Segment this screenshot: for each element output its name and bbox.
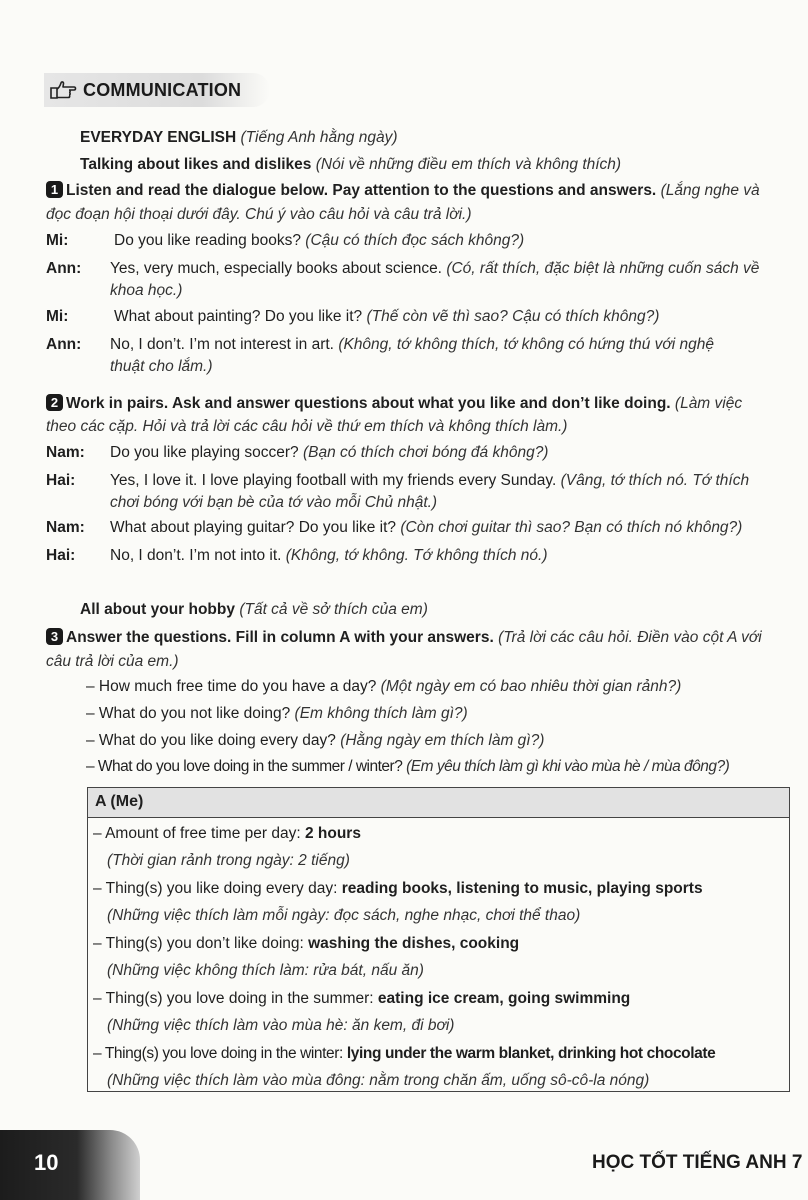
exercise-number-badge: 1 bbox=[46, 181, 63, 198]
everyday-heading: EVERYDAY ENGLISH (Tiếng Anh hằng ngày) bbox=[80, 129, 398, 146]
answer-table bbox=[87, 787, 790, 1092]
hobby-heading: All about your hobby (Tất cả về sở thích của em) bbox=[80, 601, 428, 618]
everyday-subheading: Talking about likes and dislikes (Nói về những điều em thích và không thích) bbox=[80, 156, 622, 173]
exercise-3-instruction-cont: câu trả lời của em.) bbox=[46, 653, 179, 670]
speaker-label: Hai: bbox=[46, 547, 76, 564]
dialogue-line: No, I don’t. I’m not interest in art. (Không, tớ không thích, tớ không có hứng thú với nghệ bbox=[110, 336, 715, 353]
exercise-3-instruction: 3 Answer the questions. Fill in column A with your answers. (Trả lời các câu hỏi. Điền vào cột A với bbox=[46, 628, 762, 648]
question-item: – What do you like doing every day? (Hằng ngày em thích làm gì?) bbox=[86, 732, 545, 749]
dialogue-line: Yes, very much, especially books about science. (Có, rất thích, đặc biệt là những cuốn sách về bbox=[110, 260, 760, 277]
answer-table-header: A (Me) bbox=[88, 788, 789, 818]
pointing-hand-icon bbox=[48, 79, 78, 101]
dialogue-line: Do you like playing soccer? (Bạn có thích chơi bóng đá không?) bbox=[110, 444, 549, 461]
table-row: – Thing(s) you love doing in the winter: lying under the warm blanket, drinking hot chocolate bbox=[93, 1045, 716, 1062]
speaker-label: Hai: bbox=[46, 472, 76, 489]
dialogue-line-cont: thuật cho lắm.) bbox=[110, 358, 213, 375]
table-row: – Thing(s) you don’t like doing: washing the dishes, cooking bbox=[93, 935, 520, 952]
speaker-label: Ann: bbox=[46, 336, 82, 353]
dialogue-line: What about playing guitar? Do you like it? (Còn chơi guitar thì sao? Bạn có thích nó không?) bbox=[110, 519, 743, 536]
section-title: COMMUNICATION bbox=[83, 80, 242, 100]
table-row: – Thing(s) you like doing every day: reading books, listening to music, playing sports bbox=[93, 880, 703, 897]
dialogue-line: What about painting? Do you like it? (Thế còn vẽ thì sao? Cậu có thích không?) bbox=[114, 308, 660, 325]
speaker-label: Nam: bbox=[46, 444, 85, 461]
book-title: HỌC TỐT TIẾNG ANH 7 bbox=[592, 1152, 803, 1173]
question-item: – What do you love doing in the summer / winter? (Em yêu thích làm gì khi vào mùa hè / mùa đông?) bbox=[86, 758, 730, 775]
section-header bbox=[44, 73, 270, 107]
dialogue-line: Yes, I love it. I love playing football with my friends every Sunday. (Vâng, tớ thích nó. Tớ thích bbox=[110, 472, 750, 489]
page-number: 10 bbox=[34, 1150, 59, 1175]
table-row-translation: (Thời gian rảnh trong ngày: 2 tiếng) bbox=[107, 852, 350, 869]
exercise-1-instruction: 1 Listen and read the dialogue below. Pay attention to the questions and answers. (Lắng nghe và bbox=[46, 181, 760, 201]
speaker-label: Mi: bbox=[46, 308, 69, 325]
page-number-tab bbox=[0, 1130, 140, 1200]
table-row: – Amount of free time per day: 2 hours bbox=[93, 825, 361, 842]
table-row-translation: (Những việc thích làm mỗi ngày: đọc sách, nghe nhạc, chơi thể thao) bbox=[107, 907, 581, 924]
speaker-label: Ann: bbox=[46, 260, 82, 277]
dialogue-line-cont: khoa học.) bbox=[110, 282, 183, 299]
exercise-2-instruction-cont: theo các cặp. Hỏi và trả lời các câu hỏi về thứ em thích và không thích làm.) bbox=[46, 418, 568, 435]
dialogue-line: Do you like reading books? (Cậu có thích đọc sách không?) bbox=[114, 232, 525, 249]
table-row-translation: (Những việc không thích làm: rửa bát, nấu ăn) bbox=[107, 962, 424, 979]
speaker-label: Mi: bbox=[46, 232, 69, 249]
dialogue-line-cont: chơi bóng với bạn bè của tớ vào mỗi Chủ nhật.) bbox=[110, 494, 438, 511]
dialogue-line: No, I don’t. I’m not into it. (Không, tớ không. Tớ không thích nó.) bbox=[110, 547, 548, 564]
table-row: – Thing(s) you love doing in the summer: eating ice cream, going swimming bbox=[93, 990, 631, 1007]
table-row-translation: (Những việc thích làm vào mùa đông: nằm trong chăn ấm, uống sô-cô-la nóng) bbox=[107, 1072, 650, 1089]
exercise-number-badge: 3 bbox=[46, 628, 63, 645]
exercise-2-instruction: 2 Work in pairs. Ask and answer questions about what you like and don’t like doing. (Làm việc bbox=[46, 394, 742, 414]
question-item: – What do you not like doing? (Em không thích làm gì?) bbox=[86, 705, 468, 722]
table-row-translation: (Những việc thích làm vào mùa hè: ăn kem, đi bơi) bbox=[107, 1017, 455, 1034]
speaker-label: Nam: bbox=[46, 519, 85, 536]
exercise-1-instruction-cont: đọc đoạn hội thoại dưới đây. Chú ý vào câu hỏi và câu trả lời.) bbox=[46, 206, 472, 223]
question-item: – How much free time do you have a day? (Một ngày em có bao nhiêu thời gian rảnh?) bbox=[86, 678, 682, 695]
exercise-number-badge: 2 bbox=[46, 394, 63, 411]
